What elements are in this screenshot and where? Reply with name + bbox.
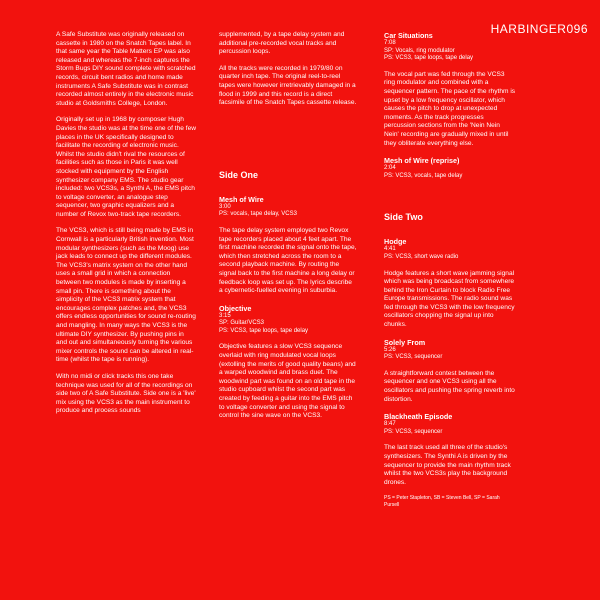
track-title: Objective bbox=[219, 303, 252, 313]
track-personnel: PS: VCS3, sequencer bbox=[384, 428, 443, 435]
track-duration: 3:15 bbox=[219, 312, 231, 319]
side-two-column bbox=[384, 31, 516, 509]
track-title: Car Situations bbox=[384, 31, 433, 40]
track-description: Objective features a slow VCS3 sequence overlaid with ring modulated vocal loops (extolling the merits of good quality beans) and a warped woodwind and brass duet. The woodwind part was found on an old tape in the studio cupboard whilst the second part was created by feeding a guitar into the EMS pitch to voltage converter and using the signal to control the sine wave on the VCS3. bbox=[219, 343, 356, 420]
intro-paragraph: With no midi or click tracks this one take technique was used for all of the recordings on side two of A Safe Substitute. Side one is a 'live' mix using the VCS3 as the main instrument to produce and process sounds bbox=[56, 372, 196, 415]
track-personnel: PS: VCS3, short wave radio bbox=[384, 253, 459, 260]
track-duration: 7:08 bbox=[384, 40, 396, 46]
intro-paragraph: Originally set up in 1968 by composer Hugh Davies the studio was at the time one of the few places in the UK specifically designed to facilitate the recording of electronic music. Whilst the studio didn't rival the resources of facilities such as those in Paris it was well stocked with equipment by the English synthesizer company EMS. The studio gear included: two VCS3s, a Synthi A, the EMS pitch to voltage converter, an analogue step sequencer, two graphic equalizers and a number of Revox two-track tape recorders. bbox=[56, 116, 197, 218]
track-mesh-of-wire-reprise bbox=[384, 156, 516, 180]
track-hodge bbox=[384, 237, 516, 329]
track-solely-from bbox=[384, 338, 516, 405]
track-duration: 5:26 bbox=[384, 346, 396, 353]
track-duration: 8:47 bbox=[384, 421, 396, 428]
track-personnel: PS: vocals, tape delay, VCS3 bbox=[219, 211, 297, 218]
track-mesh-of-wire bbox=[219, 195, 357, 296]
track-description: The last track used all three of the studio's synthesizers. The Synthi A is driven by the sequencer to provide the main rhythm track whilst the two VCS3s play the background drones. bbox=[384, 444, 511, 486]
catalog-number: HARBINGER096 bbox=[490, 22, 588, 36]
track-description: A straightforward contest between the sequencer and one VCS3 using all the oscillators and pushing the spring reverb into distortion. bbox=[384, 369, 515, 403]
track-title: Blackheath Episode bbox=[384, 412, 453, 422]
credits-line: PS = Peter Stapleton, SB = Steven Bell, SP = Sarah Pursell bbox=[384, 495, 500, 509]
track-objective bbox=[219, 304, 357, 421]
intro-paragraph: supplemented, by a tape delay system and additional pre-recorded vocal tracks and percussion loops. bbox=[219, 31, 345, 56]
track-duration: 3:00 bbox=[219, 203, 231, 210]
track-description: The tape delay system employed two Revox tape recorders placed about 4 feet apart. The first machine recorded the signal onto the tape, which then stretched across the room to a second playback machine. By routing the signal back to the first machine a long delay or feedback loop was set up. The lyrics describe a cybernetic-fuelled evening in suburbia. bbox=[219, 226, 357, 295]
track-title: Mesh of Wire bbox=[219, 194, 264, 204]
track-duration: 4:41 bbox=[384, 246, 396, 253]
intro-paragraph: The VCS3, which is still being made by EMS in Cornwall is a particularly British invention. Most modular synthesizers (such as the Moog) use jack leads to connect up the different modules. The VCS3's matrix system on the other hand uses a small grid in which a connection between two modules is made by inserting a small pin. There is something about the simplicity of the VCS3 matrix system that encourages complex patches and, the VCS3 offers endless opportunities for sound re-routing and mangling. In many ways the VCS3 is the ultimate DIY synthesizer. By pushing pins in and out and simultaneously turning the various mixer controls the sound can be altered in real-time (whilst the tape is running). bbox=[56, 227, 196, 364]
track-title: Solely From bbox=[384, 337, 426, 347]
track-description: The vocal part was fed through the VCS3 ring modulator and combined with a sequencer pattern. The pace of the rhythm is upset by a low frequency oscillator, which causes the pitch to drop at unexpected moments. As the track progresses percussion sections from the 'Nein Nein Nein' recording are gradually mixed in until they obliterate everything else. bbox=[384, 70, 516, 147]
track-personnel: SP: Guitar/VCS3 PS: VCS3, tape loops, tape delay bbox=[219, 320, 309, 334]
track-title: Hodge bbox=[384, 237, 407, 247]
track-description: Hodge features a short wave jamming signal which was being broadcast from somewhere behind the Iron Curtain to block Radio Free Europe transmissions. The radio sound was fed through the VCS3 with the low frequency oscillators chopping the signal up into chunks. bbox=[384, 269, 515, 329]
intro-column bbox=[56, 31, 196, 424]
track-personnel: PS: VCS3, sequencer bbox=[384, 354, 443, 361]
track-duration: 2:04 bbox=[384, 165, 396, 172]
track-title: Mesh of Wire (reprise) bbox=[384, 156, 460, 166]
track-personnel: SP: Vocals, ring modulator PS: VCS3, tape loops, tape delay bbox=[384, 47, 474, 62]
intro-paragraph: A Safe Substitute was originally released on cassette in 1980 on the Snatch Tapes label. In that same year the Table Matters EP was also released and whereas the 7-inch captures the Storm Bugs DIY sound complete with scratched records, circuit bent radios and home made instruments A Safe Substitute was in contrast recorded almost entirely in the electronic music studio at Goldsmiths College, London. bbox=[56, 31, 196, 107]
intro-paragraph: All the tracks were recorded in 1979/80 on quarter inch tape. The original reel-to-reel tapes were however irretrievably damaged in a flood in 1999 and this record is a direct facsimile of the Snatch Tapes cassette release. bbox=[219, 64, 357, 107]
side-one-heading: Side One bbox=[219, 169, 259, 180]
side-one-column bbox=[219, 31, 357, 429]
track-personnel: PS: VCS3, vocals, tape delay bbox=[384, 172, 463, 179]
side-two-heading: Side Two bbox=[384, 212, 423, 223]
track-blackheath-episode bbox=[384, 412, 516, 487]
track-car-situations bbox=[384, 31, 516, 148]
